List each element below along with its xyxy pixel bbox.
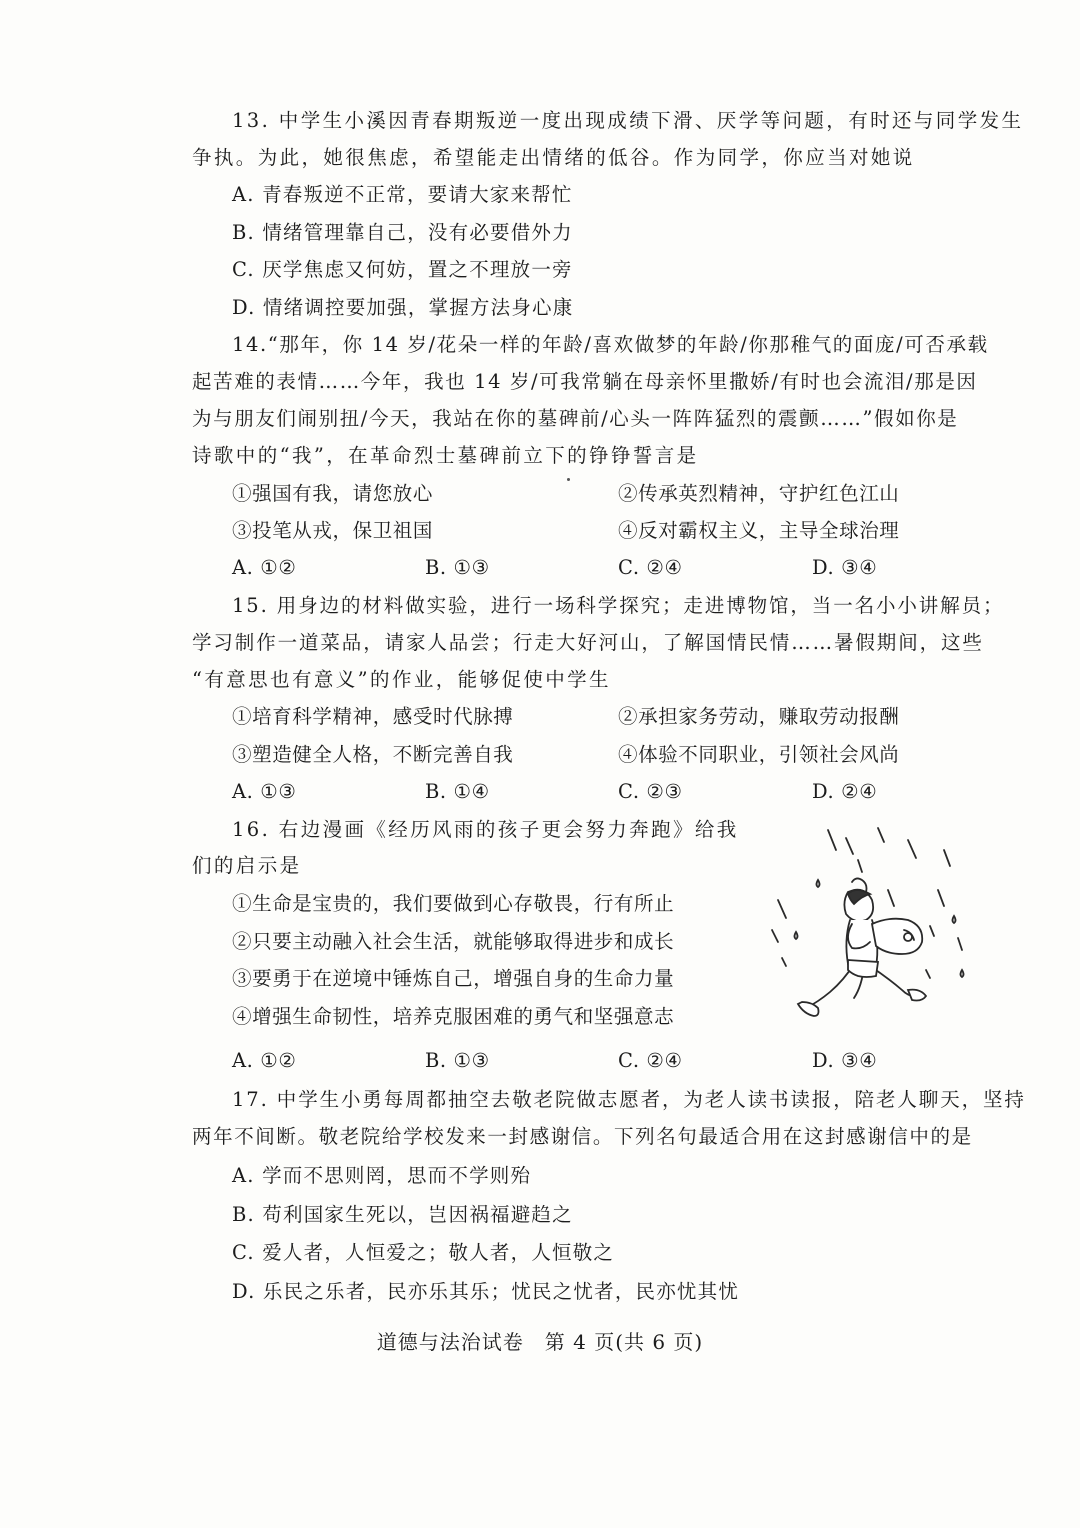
- q14-choice-a: A. ①②: [232, 556, 297, 579]
- q14-stem-line-3: 为与朋友们闹别扭/今天，我站在你的墓碑前/心头一阵阵猛烈的震颤……”假如你是: [192, 407, 959, 430]
- q17-option-c: C. 爱人者，人恒爱之；敬人者，人恒敬之: [232, 1241, 615, 1264]
- q16-choice-c: C. ②④: [618, 1049, 683, 1072]
- q14-stem-line-2: 起苦难的表情……今年，我也 14 岁/可我常躺在母亲怀里撒娇/有时也会流泪/那是因: [192, 370, 978, 393]
- q15-item-3: ③塑造健全人格，不断完善自我: [232, 743, 514, 766]
- q17-option-d: D. 乐民之乐者，民亦乐其乐；忧民之忧者，民亦忧其忧: [232, 1280, 740, 1303]
- page-footer: 道德与法治试卷 第 4 页(共 6 页): [376, 1330, 704, 1354]
- q17-option-a: A. 学而不思则罔，思而不学则殆: [232, 1164, 532, 1187]
- q16-item-1: ①生命是宝贵的，我们要做到心存敬畏，行有所止: [232, 892, 675, 915]
- scan-speck: [567, 478, 570, 481]
- q16-item-2: ②只要主动融入社会生活，就能够取得进步和成长: [232, 930, 675, 953]
- q14-choice-b: B. ①③: [425, 556, 490, 579]
- q14-stem-line-4: 诗歌中的“我”，在革命烈士墓碑前立下的铮铮誓言是: [192, 444, 699, 467]
- q13-stem-line-2: 争执。为此，她很焦虑，希望能走出情绪的低谷。作为同学，你应当对她说: [192, 146, 915, 169]
- q14-item-1: ①强国有我，请您放心: [232, 482, 434, 505]
- q13-option-a: A. 青春叛逆不正常，要请大家来帮忙: [232, 183, 573, 206]
- q13-option-b: B. 情绪管理靠自己，没有必要借外力: [232, 221, 573, 244]
- q15-stem-line-3: “有意思也有意义”的作业，能够促使中学生: [192, 668, 611, 691]
- q16-choice-d: D. ③④: [812, 1049, 878, 1072]
- q16-choice-b: B. ①③: [425, 1049, 490, 1072]
- q14-item-4: ④反对霸权主义，主导全球治理: [618, 519, 900, 542]
- q16-item-4: ④增强生命韧性，培养克服困难的勇气和坚强意志: [232, 1005, 675, 1028]
- q13-stem-line-1: 13. 中学生小溪因青春期叛逆一度出现成绩下滑、厌学等问题，有时还与同学发生: [232, 109, 1024, 132]
- q17-option-b: B. 苟利国家生死以，岂因祸福避趋之: [232, 1203, 573, 1226]
- q16-item-3: ③要勇于在逆境中锤炼自己，增强自身的生命力量: [232, 967, 675, 990]
- q14-stem-line-1: 14.“那年，你 14 岁/花朵一样的年龄/喜欢做梦的年龄/你那稚气的面庞/可否承载: [232, 333, 989, 356]
- q17-stem-line-1: 17. 中学生小勇每周都抽空去敬老院做志愿者，为老人读书读报，陪老人聊天，坚持: [232, 1088, 1026, 1111]
- q15-stem-line-2: 学习制作一道菜品，请家人品尝；行走大好河山，了解国情民情……暑假期间，这些: [192, 631, 984, 654]
- q13-option-c: C. 厌学焦虑又何妨，置之不理放一旁: [232, 258, 573, 281]
- q15-choice-b: B. ①④: [425, 780, 490, 803]
- q14-choice-c: C. ②④: [618, 556, 683, 579]
- q14-item-3: ③投笔从戎，保卫祖国: [232, 519, 434, 542]
- running-child-in-rain-icon: [758, 820, 978, 1040]
- q16-stem-line-1: 16. 右边漫画《经历风雨的孩子更会努力奔跑》给我: [232, 818, 739, 841]
- q15-choice-d: D. ②④: [812, 780, 878, 803]
- q15-item-1: ①培育科学精神，感受时代脉搏: [232, 705, 514, 728]
- q14-item-2: ②传承英烈精神，守护红色江山: [618, 482, 900, 505]
- q15-stem-line-1: 15. 用身边的材料做实验，进行一场科学探究；走进博物馆，当一名小小讲解员；: [232, 594, 1005, 617]
- q16-stem-line-2: 们的启示是: [192, 854, 302, 877]
- q14-choice-d: D. ③④: [812, 556, 878, 579]
- q15-item-4: ④体验不同职业，引领社会风尚: [618, 743, 900, 766]
- q17-stem-line-2: 两年不间断。敬老院给学校发来一封感谢信。下列名句最适合用在这封感谢信中的是: [192, 1125, 973, 1148]
- q15-item-2: ②承担家务劳动，赚取劳动报酬: [618, 705, 900, 728]
- q13-option-d: D. 情绪调控要加强，掌握方法身心康: [232, 296, 574, 319]
- q16-choice-a: A. ①②: [232, 1049, 297, 1072]
- q15-choice-c: C. ②③: [618, 780, 683, 803]
- q15-choice-a: A. ①③: [232, 780, 297, 803]
